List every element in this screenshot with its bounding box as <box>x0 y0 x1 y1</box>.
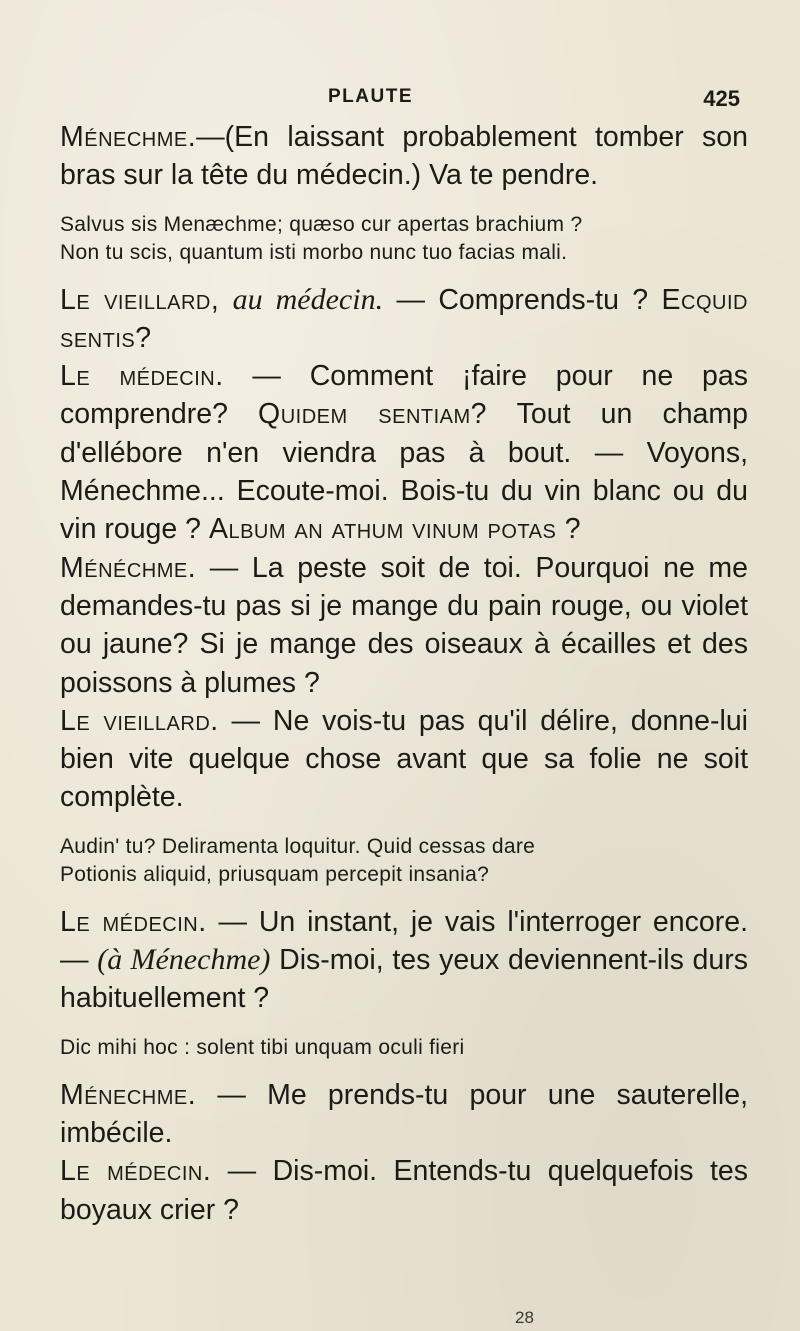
speaker-name: Le médecin. <box>60 905 207 938</box>
paragraph-vieillard-2 <box>60 702 748 817</box>
dialogue-text: — La peste soit de toi. Pourquoi ne me demandes-tu pas si je mange du pain rouge, ou violet ou jaune? Si je mange des oiseaux à écailles et des poissons à plumes ? <box>60 551 748 699</box>
paragraph-menechme-1 <box>60 118 748 195</box>
latin-quote: Quidem sentiam? <box>258 398 488 431</box>
latin-quote: Album an athum vinum potas ? <box>208 513 582 546</box>
latin-verse-line: Non tu scis, quantum isti morbo nunc tuo facias mali. <box>60 240 568 264</box>
speaker-name: Le médecin. <box>60 1155 212 1188</box>
paragraph-menechme-2 <box>60 549 748 702</box>
dialogue-text: — Comprends-tu ? <box>383 283 662 316</box>
latin-quote: Ecquid sentis? <box>60 283 748 354</box>
paragraph-menechme-3 <box>60 1076 748 1153</box>
page-text <box>60 118 748 1229</box>
dialogue-text: — Ne vois-tu pas qu'il délire, donne-lui bien vite quelque chose avant que sa folie ne soit complète. <box>60 704 748 814</box>
paragraph-medecin-2 <box>60 903 748 1018</box>
latin-verse-line: Dic mihi hoc : solent tibi unquam oculi fieri <box>60 1035 465 1059</box>
page-number: 425 <box>703 86 740 111</box>
speaker-name: Le vieillard, <box>60 283 220 316</box>
dialogue-text: — Un instant, je vais l'interroger encore. — <box>60 905 748 977</box>
dialogue-text: — Me prends-tu pour une sauterelle, imbécile. <box>60 1078 748 1149</box>
speaker-name: Ménechme. <box>60 121 197 153</box>
paragraph-vieillard-1 <box>60 281 748 358</box>
speaker-name: Ménéchme. <box>60 551 197 584</box>
signature-mark: 28 <box>515 1308 534 1327</box>
paragraph-medecin-1 <box>60 357 748 548</box>
running-title: PLAUTE <box>328 86 413 107</box>
dialogue-text: Tout un champ d'ellébore n'en viendra pas à bout. — Voyons, Ménechme... Ecoute-moi. Bois-tu du vin blanc ou du vin rouge ? <box>60 398 748 546</box>
latin-verse-line: Audin' tu? Deliramenta loquitur. Quid cessas dare <box>60 834 536 858</box>
latin-verse-line: Potionis aliquid, priusquam percepit insania? <box>60 862 490 886</box>
running-head <box>60 86 750 116</box>
dialogue-text: —(En laissant probablement tomber son bras sur la tête du médecin.) Va te pendre. <box>60 121 748 192</box>
dialogue-text: Dis-moi, tes yeux deviennent-ils durs habituellement ? <box>60 944 748 1015</box>
speaker-name: Le vieillard. <box>60 704 219 737</box>
speaker-name: Le médecin. <box>60 360 224 393</box>
stage-direction: au médecin. <box>232 282 384 316</box>
dialogue-text: — Comment ¡faire pour ne pas comprendre? <box>60 360 748 431</box>
dialogue-text: — Dis-moi. Entends-tu quelquefois tes boyaux crier ? <box>60 1155 748 1226</box>
stage-direction: (à Ménechme) <box>97 943 271 977</box>
latin-verse-line: Salvus sis Menæchme; quæso cur apertas brachium ? <box>60 212 583 236</box>
paragraph-medecin-3 <box>60 1152 748 1229</box>
speaker-name: Ménechme. <box>60 1078 197 1111</box>
